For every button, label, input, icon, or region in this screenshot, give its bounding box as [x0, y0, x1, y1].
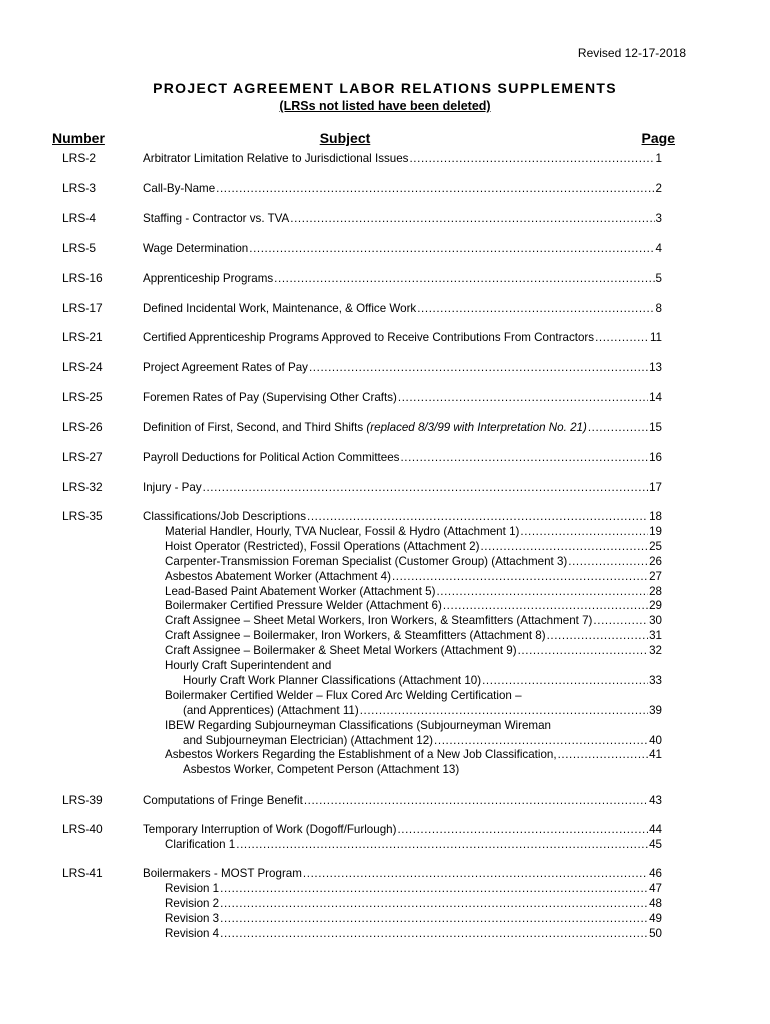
entry-subject: Hourly Craft Superintendent and [165, 659, 332, 672]
entry-subject: Revision 1 [165, 881, 220, 895]
entry-page-number: 5 [655, 272, 662, 285]
dot-leader [307, 509, 648, 524]
entry-subject: Certified Apprenticeship Programs Approved to Receive Contributions From Contractors [143, 331, 595, 344]
entry-note: (replaced 8/3/99 with Interpretation No. 21) [366, 421, 587, 434]
entry-subject: (and Apprentices) (Attachment 11) [183, 703, 359, 717]
entry-page-number: 48 [649, 896, 662, 910]
entry-page-number: 41 [649, 748, 662, 762]
entry-page-number: 39 [649, 703, 662, 717]
entry-page-number: 43 [649, 794, 662, 807]
entry-subject: Project Agreement Rates of Pay [143, 361, 308, 374]
page-title: PROJECT AGREEMENT LABOR RELATIONS SUPPLEMENTS [153, 80, 617, 96]
dot-leader [568, 554, 648, 569]
entry-line [165, 584, 662, 599]
entry-line [143, 330, 662, 345]
entry-subject: Boilermaker Certified Pressure Welder (Attachment 6) [165, 599, 442, 613]
entry-line [165, 747, 662, 762]
entry-subject: Wage Determination [143, 242, 249, 255]
entry-page-number: 13 [649, 361, 662, 374]
dot-leader [274, 271, 654, 286]
dot-leader [593, 613, 648, 628]
entry-page-number: 11 [649, 331, 662, 344]
column-header-page: Page [641, 130, 675, 146]
entry-page-number: 25 [649, 539, 662, 553]
entry-subject: Defined Incidental Work, Maintenance, & Office Work [143, 302, 417, 315]
entry-subject: and Subjourneyman Electrician) (Attachment 12) [183, 733, 434, 747]
entry-subject: Carpenter-Transmission Foreman Specialist (Customer Group) (Attachment 3) [165, 554, 568, 568]
dot-leader [236, 837, 648, 852]
revision-date: Revised 12-17-2018 [577, 46, 686, 60]
entry-number: LRS-17 [62, 301, 103, 315]
entry-number: LRS-2 [62, 151, 97, 165]
dot-leader [480, 539, 648, 554]
entry-page-number: 14 [649, 391, 662, 404]
entry-page-number: 1 [655, 152, 662, 165]
entry-line [165, 911, 662, 926]
entry-subject: Call-By-Name [143, 182, 216, 195]
entry-subject: Lead-Based Paint Abatement Worker (Attachment 5) [165, 584, 436, 598]
entry-page-number: 2 [655, 182, 662, 195]
entry-subject: Arbitrator Limitation Relative to Jurisdictional Issues [143, 152, 409, 165]
entry-page-number: 40 [649, 733, 662, 747]
entry-subject: Asbestos Worker, Competent Person (Attachment 13) [183, 763, 460, 777]
dot-leader [249, 241, 654, 256]
entry-line [165, 613, 662, 628]
entry-page-number: 32 [649, 644, 662, 658]
entry-line [143, 509, 662, 524]
dot-leader [303, 866, 648, 881]
entry-line [183, 703, 662, 718]
dot-leader [443, 598, 648, 613]
entry-line [143, 360, 662, 375]
entry-line [143, 241, 662, 256]
dot-leader [203, 480, 648, 495]
entry-line [143, 151, 662, 166]
entry-subject: Staffing - Contractor vs. TVA [143, 212, 290, 225]
dot-leader [558, 747, 649, 762]
entry-line [183, 762, 662, 777]
entry-line [165, 837, 662, 852]
dot-leader [518, 643, 648, 658]
entry-number: LRS-4 [62, 211, 97, 225]
entry-number: LRS-16 [62, 271, 103, 285]
entry-page-number: 29 [649, 599, 662, 613]
entry-subject: Asbestos Workers Regarding the Establishment of a New Job Classification, [165, 748, 557, 762]
entry-number: LRS-5 [62, 241, 97, 255]
entry-page-number: 27 [649, 569, 662, 583]
entry-line [143, 420, 662, 435]
entry-page-number: 16 [649, 451, 662, 464]
entry-subject: Foremen Rates of Pay (Supervising Other Crafts) [143, 391, 397, 404]
entry-subject: Boilermakers - MOST Program [143, 867, 302, 880]
entry-page-number: 3 [655, 212, 662, 225]
entry-subject: Temporary Interruption of Work (Dogoff/Furlough) [143, 823, 397, 836]
dot-leader [397, 822, 648, 837]
dot-leader [436, 584, 648, 599]
entry-line [165, 718, 662, 733]
entry-line [165, 643, 662, 658]
dot-leader [392, 569, 648, 584]
entry-number: LRS-26 [62, 420, 103, 434]
dot-leader [360, 703, 648, 718]
entry-number: LRS-40 [62, 822, 103, 836]
dot-leader [220, 881, 648, 896]
entry-number: LRS-39 [62, 793, 103, 807]
column-header-number: Number [52, 130, 105, 146]
entry-subject: Revision 3 [165, 911, 220, 925]
entry-subject: Computations of Fringe Benefit [143, 794, 303, 807]
entry-subject: Revision 4 [165, 926, 220, 940]
entry-number: LRS-3 [62, 181, 97, 195]
entry-subject: Revision 2 [165, 896, 220, 910]
entry-line [165, 896, 662, 911]
entry-subject: Payroll Deductions for Political Action Committees [143, 451, 400, 464]
entry-page-number: 15 [649, 421, 662, 434]
entry-line [165, 881, 662, 896]
dot-leader [220, 926, 648, 941]
entry-number: LRS-41 [62, 866, 103, 880]
dot-leader [309, 360, 648, 375]
dot-leader [220, 911, 648, 926]
entry-subject: Hoist Operator (Restricted), Fossil Operations (Attachment 2) [165, 539, 480, 553]
entry-page-number: 47 [649, 881, 662, 895]
entry-subject: Injury - Pay [143, 481, 202, 494]
entry-line [183, 733, 662, 748]
entry-page-number: 26 [649, 554, 662, 568]
entry-page-number: 49 [649, 911, 662, 925]
entry-line [143, 181, 662, 196]
entry-subject: Craft Assignee – Boilermaker & Sheet Metal Workers (Attachment 9) [165, 644, 517, 658]
entry-page-number: 45 [649, 837, 662, 851]
dot-leader [547, 628, 649, 643]
dot-leader [482, 673, 648, 688]
entry-line [165, 524, 662, 539]
entry-line [143, 450, 662, 465]
entry-page-number: 44 [649, 823, 662, 836]
entry-page-number: 33 [649, 673, 662, 687]
entry-line [183, 673, 662, 688]
entry-subject: Clarification 1 [165, 837, 236, 851]
entry-line [143, 211, 662, 226]
entry-subject: Apprenticeship Programs [143, 272, 274, 285]
entry-line [165, 539, 662, 554]
entry-line [143, 793, 662, 808]
entry-number: LRS-24 [62, 360, 103, 374]
entry-line [165, 554, 662, 569]
entry-page-number: 46 [649, 867, 662, 880]
entry-page-number: 19 [649, 524, 662, 538]
entry-page-number: 28 [649, 584, 662, 598]
entry-subject: Craft Assignee – Sheet Metal Workers, Iron Workers, & Steamfitters (Attachment 7) [165, 614, 593, 628]
entry-page-number: 8 [655, 302, 662, 315]
entry-subject: Hourly Craft Work Planner Classifications (Attachment 10) [183, 673, 482, 687]
entry-number: LRS-25 [62, 390, 103, 404]
dot-leader [417, 301, 654, 316]
entry-page-number: 17 [649, 481, 662, 494]
dot-leader [400, 450, 648, 465]
entry-subject: Material Handler, Hourly, TVA Nuclear, Fossil & Hydro (Attachment 1) [165, 524, 520, 538]
page-subtitle: (LRSs not listed have been deleted) [279, 99, 491, 113]
entry-number: LRS-27 [62, 450, 103, 464]
entry-line [143, 480, 662, 495]
entry-line [165, 569, 662, 584]
dot-leader [409, 151, 654, 166]
dot-leader [434, 733, 648, 748]
dot-leader [398, 390, 648, 405]
entry-page-number: 30 [649, 614, 662, 628]
entry-number: LRS-21 [62, 330, 103, 344]
entry-subject: Boilermaker Certified Welder – Flux Cored Arc Welding Certification – [165, 688, 522, 702]
entry-line [143, 271, 662, 286]
entry-subject: Classifications/Job Descriptions [143, 510, 307, 523]
entry-subject: Definition of First, Second, and Third Shifts (replaced 8/3/99 with Interpretation No. 21) [143, 421, 587, 434]
entry-line [165, 688, 662, 703]
entry-page-number: 18 [649, 510, 662, 523]
entry-line [143, 390, 662, 405]
entry-line [143, 822, 662, 837]
dot-leader [595, 330, 649, 345]
entry-subject: Asbestos Abatement Worker (Attachment 4) [165, 569, 391, 583]
dot-leader [588, 420, 648, 435]
dot-leader [216, 181, 654, 196]
entry-line [165, 926, 662, 941]
column-header-subject: Subject [319, 130, 371, 146]
dot-leader [290, 211, 654, 226]
entry-subject: Craft Assignee – Boilermaker, Iron Workers, & Steamfitters (Attachment 8) [165, 629, 546, 643]
dot-leader [220, 896, 648, 911]
entry-number: LRS-32 [62, 480, 103, 494]
entry-line [143, 301, 662, 316]
dot-leader [520, 524, 648, 539]
entry-line [143, 866, 662, 881]
dot-leader [304, 793, 648, 808]
entry-subject: IBEW Regarding Subjourneyman Classifications (Subjourneyman Wireman [165, 718, 551, 732]
entry-line [165, 658, 662, 673]
entry-page-number: 4 [655, 242, 662, 255]
entry-number: LRS-35 [62, 509, 103, 523]
entry-line [165, 598, 662, 613]
entry-line [165, 628, 662, 643]
entry-page-number: 31 [649, 629, 662, 643]
entry-page-number: 50 [649, 926, 662, 940]
